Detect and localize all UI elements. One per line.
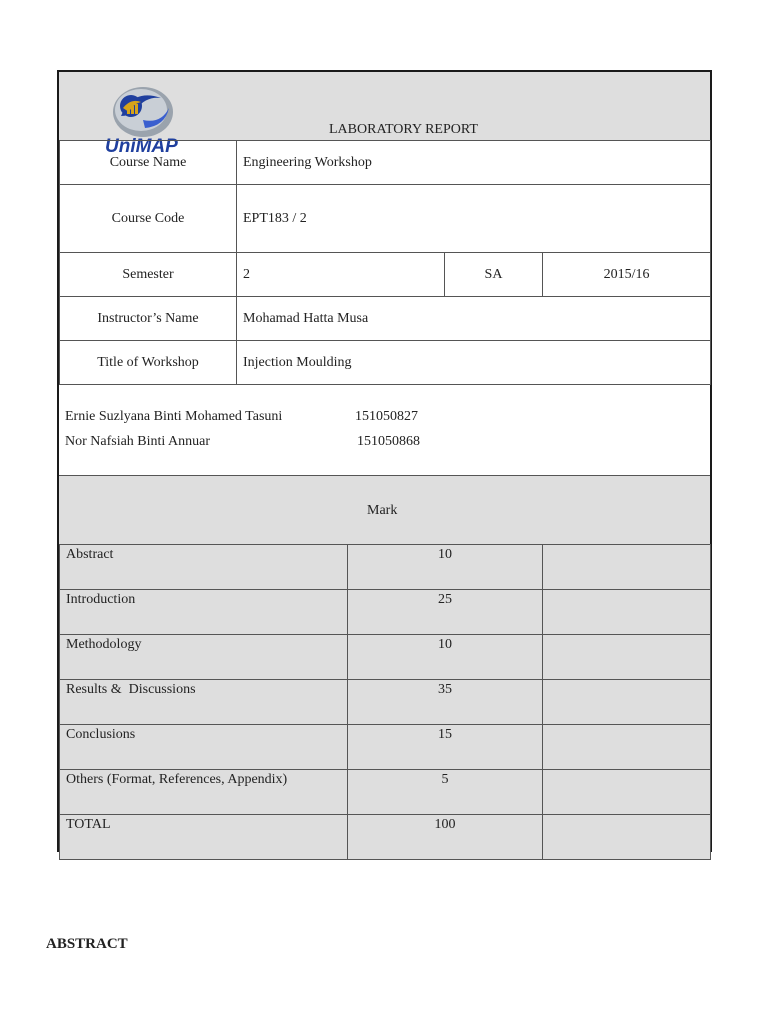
lab-report-cover-form [57,70,712,852]
course-name-value: Engineering Workshop [237,141,711,185]
mark-max: 25 [348,590,543,635]
instructor-value: Mohamad Hatta Musa [237,297,711,341]
section-heading: ABSTRACT [46,936,128,952]
mark-score-cell[interactable] [543,680,711,725]
instructor-row [60,297,711,341]
mark-score-cell[interactable] [543,815,711,860]
semester-row [60,253,711,297]
mark-item: Others (Format, References, Appendix) [60,770,348,815]
semester-value: 2 [237,253,445,297]
course-code-label: Course Code [60,185,237,253]
mark-score-cell[interactable] [543,725,711,770]
logo-text: UniMAP [105,136,178,157]
course-info-table [59,140,711,385]
report-title: LABORATORY REPORT [329,122,478,137]
instructor-label: Instructor’s Name [60,297,237,341]
mark-row [60,545,711,590]
mark-row [60,635,711,680]
mark-item: Conclusions [60,725,348,770]
course-code-value: EPT183 / 2 [237,185,711,253]
mark-max: 10 [348,545,543,590]
student-name: Ernie Suzlyana Binti Mohamed Tasuni [65,409,283,424]
mark-max: 10 [348,635,543,680]
mark-item: Introduction [60,590,348,635]
mark-row [60,590,711,635]
mark-score-cell[interactable] [543,770,711,815]
workshop-label: Title of Workshop [60,341,237,385]
student-list [59,384,710,476]
mark-heading-band [59,476,710,544]
session-label: SA [445,253,543,297]
course-code-row [60,185,711,253]
semester-label: Semester [60,253,237,297]
workshop-value: Injection Moulding [237,341,711,385]
student-id: 151050868 [357,434,420,449]
mark-total-row [60,815,711,860]
session-value: 2015/16 [543,253,711,297]
mark-row [60,725,711,770]
mark-item: Methodology [60,635,348,680]
mark-max: 35 [348,680,543,725]
student-name: Nor Nafsiah Binti Annuar [65,434,211,449]
mark-item: Results & Discussions [60,680,348,725]
report-header [59,72,710,157]
mark-item: TOTAL [60,815,348,860]
mark-row [60,770,711,815]
mark-item: Abstract [60,545,348,590]
mark-score-cell[interactable] [543,545,711,590]
marks-table [59,544,711,860]
mark-max: 15 [348,725,543,770]
mark-score-cell[interactable] [543,590,711,635]
student-id: 151050827 [355,409,418,424]
workshop-row [60,341,711,385]
course-name-row [60,141,711,185]
mark-score-cell[interactable] [543,635,711,680]
course-name-label: Course Name [60,141,237,185]
mark-heading: Mark [367,503,398,518]
mark-max: 5 [348,770,543,815]
mark-max: 100 [348,815,543,860]
mark-row [60,680,711,725]
